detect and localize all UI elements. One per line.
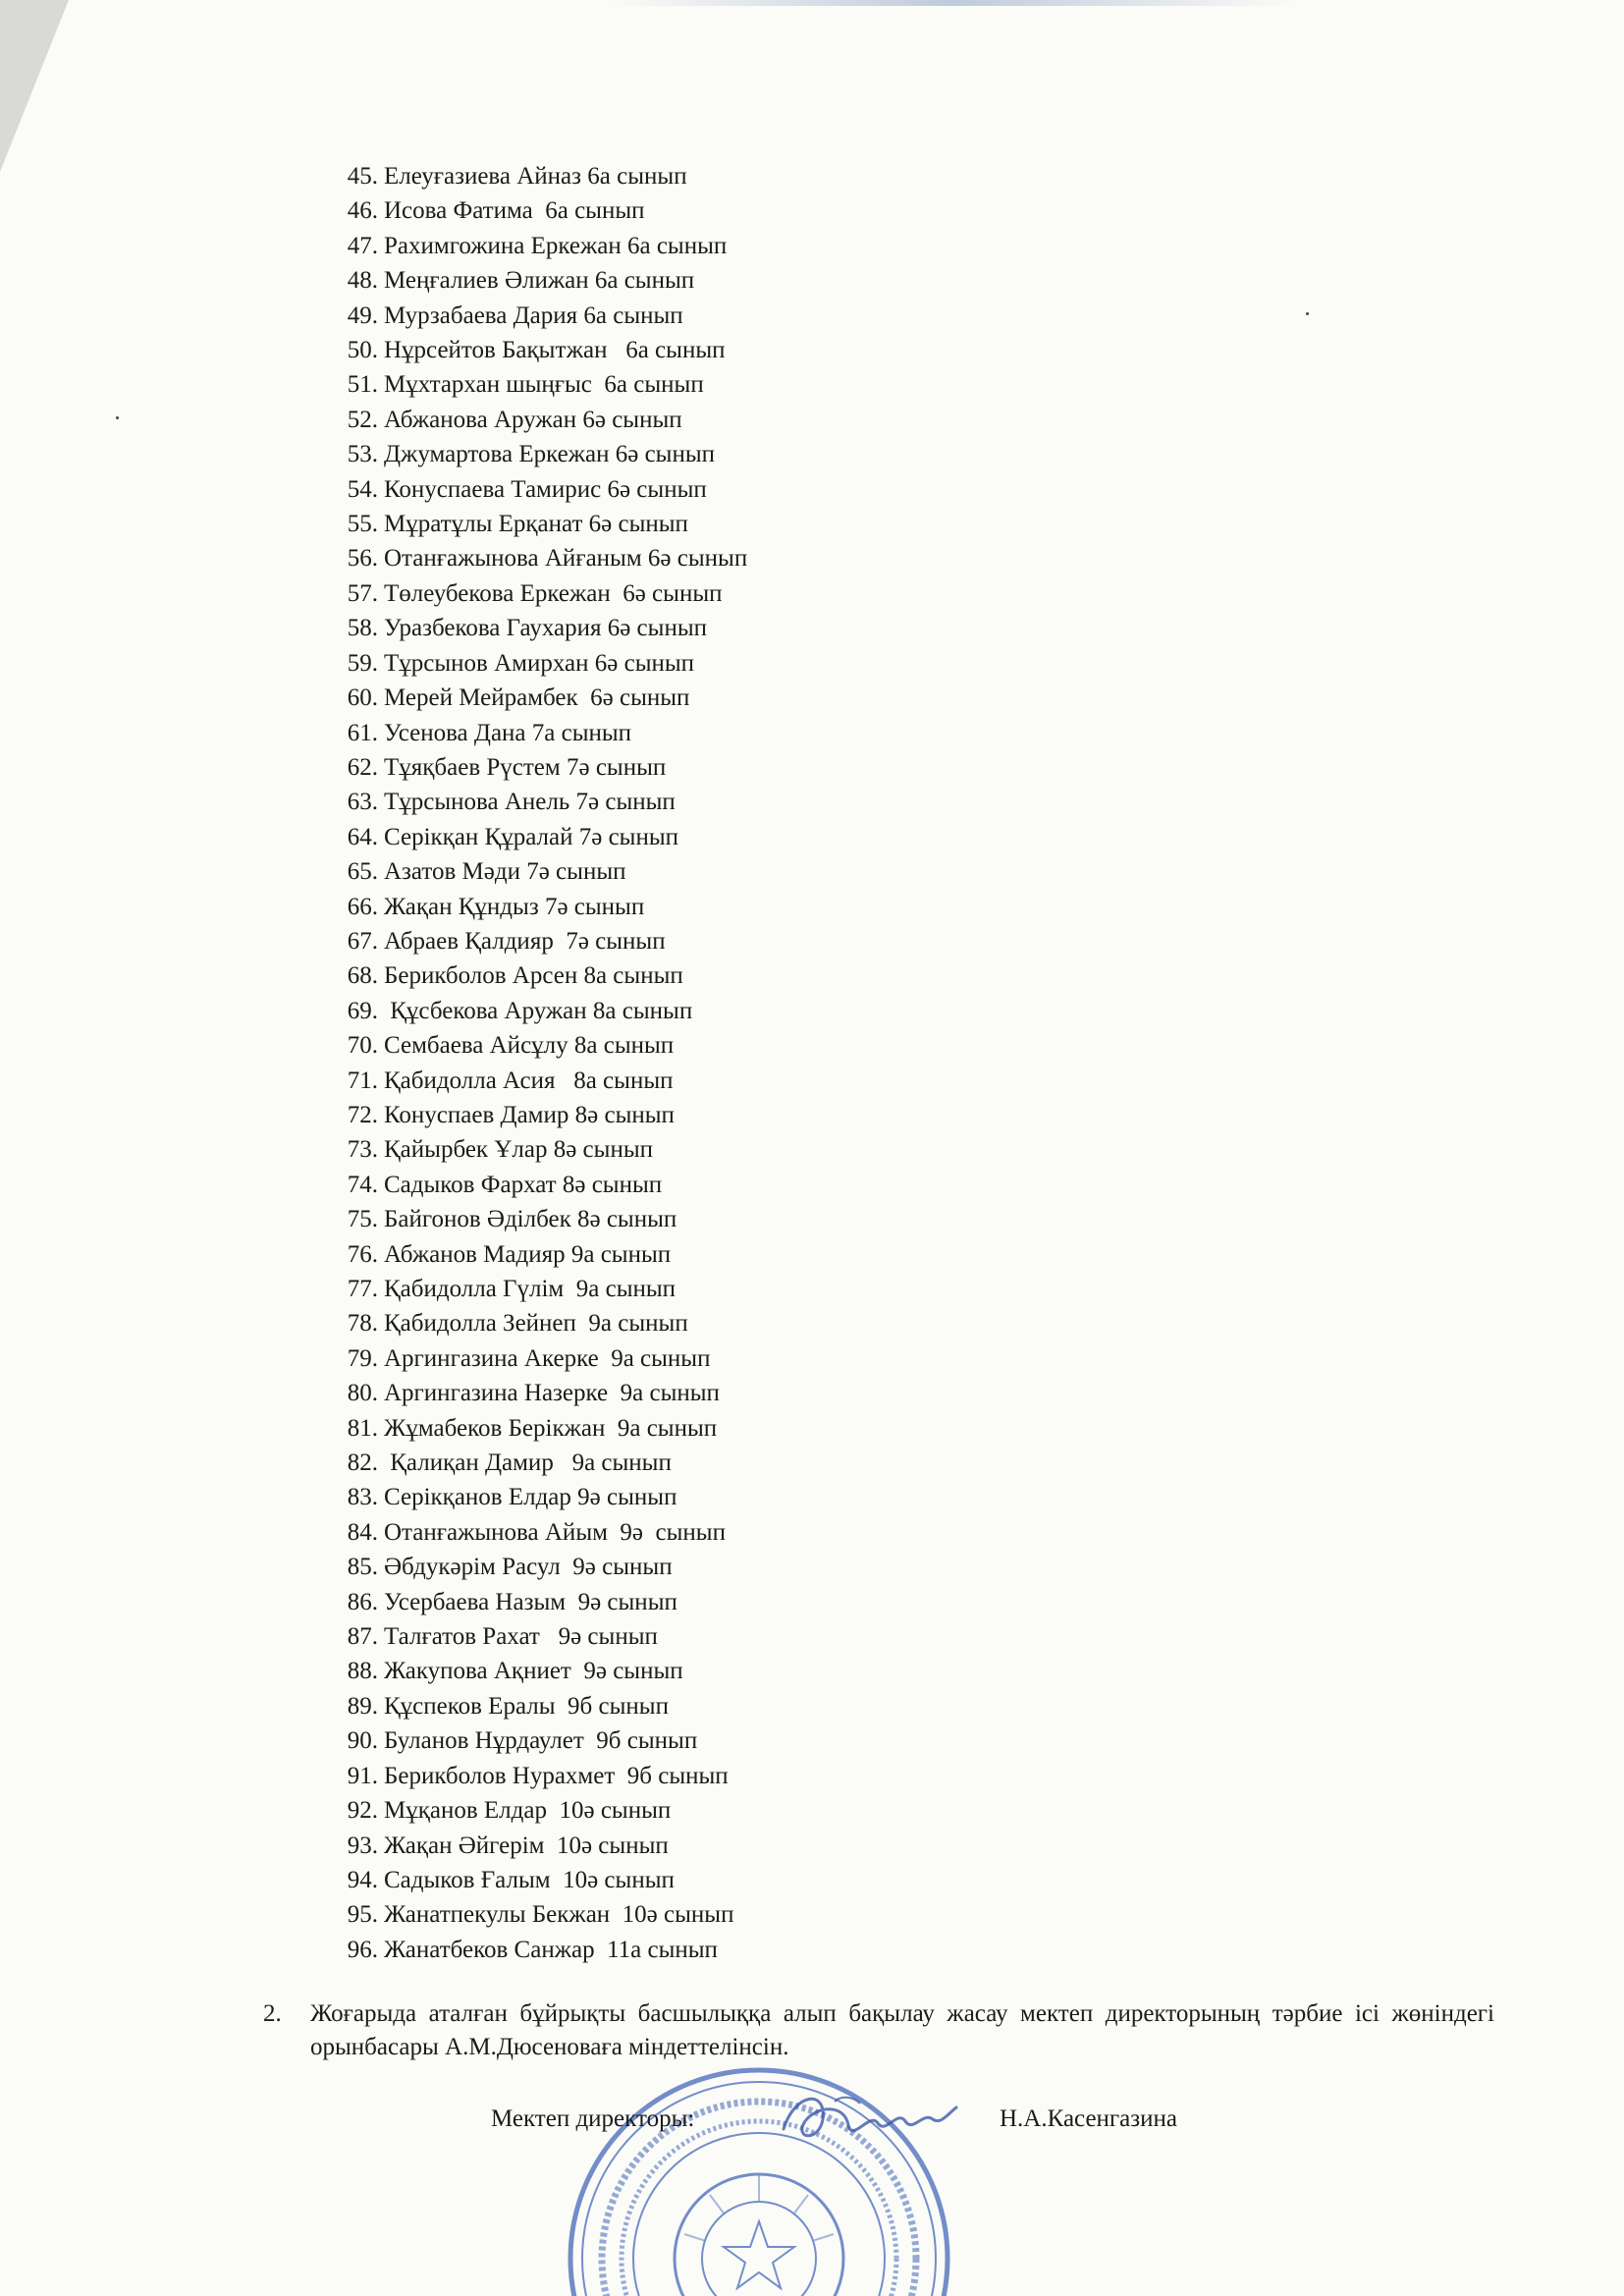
list-item-text: Тұрсынов Амирхан 6ә сынып (384, 649, 695, 677)
list-item (280, 541, 747, 575)
list-item (280, 367, 747, 402)
list-item-number: 94. (347, 1866, 378, 1893)
list-item (280, 611, 747, 645)
list-item-text: Нұрсейтов Бақытжан 6а сынып (384, 337, 726, 364)
list-item (280, 1202, 747, 1236)
list-item (280, 1723, 747, 1758)
list-item (280, 193, 747, 228)
list-item-number: 77. (347, 1276, 378, 1302)
list-item (280, 1376, 747, 1410)
list-item-number: 46. (347, 197, 378, 225)
list-item (280, 1863, 747, 1897)
list-item-number: 73. (347, 1136, 378, 1164)
list-item-number: 84. (347, 1518, 378, 1546)
list-item (280, 924, 747, 958)
list-item-text: Джумартова Еркежан 6ә сынып (384, 441, 716, 468)
list-item (280, 1446, 747, 1480)
signature-name: Н.А.Касенгазина (1000, 2105, 1178, 2132)
list-item-number: 93. (347, 1831, 378, 1859)
list-item-number: 45. (347, 163, 378, 190)
list-item (280, 1933, 747, 1967)
list-item-text: Әбдукәрім Расул 9ә сынып (384, 1554, 673, 1581)
list-item-number: 65. (347, 858, 378, 886)
list-item-text: Төлеубекова Еркежан 6ә сынып (384, 579, 723, 607)
list-item-text: Рахимгожина Еркежан 6а сынып (384, 232, 728, 259)
list-item-text: Меңғалиев Әлижан 6а сынып (384, 267, 695, 295)
list-item-text: Мурзабаева Дария 6а сынып (384, 301, 683, 329)
list-item-number: 85. (347, 1554, 378, 1581)
list-item-number: 86. (347, 1588, 378, 1615)
paragraph-number: 2. (263, 2000, 282, 2027)
list-item-number: 81. (347, 1414, 378, 1442)
list-item-number: 70. (347, 1032, 378, 1060)
scan-speck (116, 416, 119, 419)
list-item-number: 96. (347, 1936, 378, 1963)
list-item (280, 1550, 747, 1584)
student-list (280, 159, 747, 1967)
list-item (280, 958, 747, 993)
list-item-text: Талғатов Рахат 9ә сынып (384, 1623, 658, 1651)
list-item-text: Мұратұлы Ерқанат 6ә сынып (384, 511, 688, 538)
list-item-number: 88. (347, 1658, 378, 1685)
list-item-number: 60. (347, 684, 378, 712)
list-item (280, 681, 747, 715)
list-item (280, 820, 747, 854)
list-item-number: 72. (347, 1101, 378, 1128)
list-item-number: 78. (347, 1310, 378, 1338)
list-item (280, 1619, 747, 1654)
list-item-number: 69. (347, 997, 378, 1024)
list-item (280, 1759, 747, 1793)
list-item-text: Қайырбек Ұлар 8ә сынып (384, 1136, 653, 1164)
list-item-text: Мерей Мейрамбек 6ә сынып (384, 684, 690, 712)
scan-fold-corner (0, 0, 69, 172)
list-item-text: Абжанов Мадияр 9а сынып (384, 1240, 672, 1268)
list-item-number: 58. (347, 615, 378, 642)
list-item-text: Жанатпекулы Бекжан 10ә сынып (384, 1901, 734, 1929)
list-item-text: Тұяқбаев Рүстем 7ә сынып (384, 753, 667, 781)
list-item (280, 890, 747, 924)
list-item-text: Қалиқан Дамир 9а сынып (384, 1449, 672, 1477)
list-item (280, 1306, 747, 1340)
list-item (280, 1411, 747, 1446)
list-item-text: Азатов Мәди 7ә сынып (384, 858, 626, 886)
list-item-number: 91. (347, 1762, 378, 1789)
list-item (280, 1654, 747, 1688)
list-item-number: 92. (347, 1797, 378, 1825)
list-item (280, 646, 747, 681)
list-item-number: 63. (347, 789, 378, 816)
paragraph-text: Жоғарыда аталған бұйрықты басшылыққа алып бақылау жасау мектеп директорының тәрбие ісі жөніндегі орынбасары А.М.Дюсеноваға міндеттелінсін. (310, 2000, 1494, 2060)
list-item (280, 1897, 747, 1932)
list-item (280, 403, 747, 437)
list-item-text: Аргингазина Назерке 9а сынып (384, 1380, 720, 1407)
list-item-text: Жакупова Ақниет 9ә сынып (384, 1658, 683, 1685)
list-item-number: 64. (347, 823, 378, 850)
list-item-number: 71. (347, 1066, 378, 1094)
list-item-text: Елеуғазиева Айназ 6а сынып (384, 163, 687, 190)
list-item (280, 263, 747, 298)
list-item (280, 333, 747, 367)
signature-title: Мектеп директоры: (491, 2105, 695, 2132)
list-item (280, 1272, 747, 1306)
list-item-number: 51. (347, 371, 378, 399)
list-item-text: Берикболов Нурахмет 9б сынып (384, 1762, 729, 1789)
list-item-text: Садыков Ғалым 10ә сынып (384, 1866, 675, 1893)
list-item-text: Қабидолла Зейнеп 9а сынып (384, 1310, 688, 1338)
list-item (280, 1168, 747, 1202)
list-item (280, 1341, 747, 1376)
list-item-number: 82. (347, 1449, 378, 1477)
list-item (280, 437, 747, 471)
list-item-number: 76. (347, 1240, 378, 1268)
list-item-text: Серікқанов Елдар 9ә сынып (384, 1484, 677, 1511)
list-item-text: Құспеков Ералы 9б сынып (384, 1692, 669, 1720)
list-item-text: Сембаева Айсұлу 8а сынып (384, 1032, 675, 1060)
list-item-text: Байгонов Әділбек 8ә сынып (384, 1206, 677, 1233)
list-item-text: Садыков Фархат 8ә сынып (384, 1171, 663, 1198)
list-item (280, 716, 747, 750)
list-item-number: 59. (347, 649, 378, 677)
list-item-text: Жақан Құндыз 7ә сынып (384, 893, 645, 920)
list-item-number: 89. (347, 1692, 378, 1720)
list-item-number: 74. (347, 1171, 378, 1198)
list-item-number: 79. (347, 1344, 378, 1372)
list-item-number: 62. (347, 753, 378, 781)
list-item (280, 785, 747, 819)
list-item-number: 61. (347, 719, 378, 746)
list-item-text: Жақан Әйгерім 10ә сынып (384, 1831, 669, 1859)
list-item-text: Серікқан Құралай 7ә сынып (384, 823, 679, 850)
list-item (280, 472, 747, 507)
list-item-text: Жұмабеков Берікжан 9а сынып (384, 1414, 718, 1442)
list-item-text: Жанатбеков Санжар 11а сынып (384, 1936, 718, 1963)
list-item-text: Абраев Қалдияр 7ә сынып (384, 927, 666, 955)
list-item (280, 1237, 747, 1272)
list-item (280, 1028, 747, 1063)
list-item-text: Буланов Нұрдаулет 9б сынып (384, 1727, 698, 1755)
list-item (280, 1098, 747, 1132)
list-item-number: 83. (347, 1484, 378, 1511)
list-item-text: Отанғажынова Айғаным 6ә сынып (384, 545, 748, 573)
list-item (280, 507, 747, 541)
list-item (280, 576, 747, 611)
list-item (280, 299, 747, 333)
list-item-text: Берикболов Арсен 8а сынып (384, 962, 683, 990)
list-item-text: Аргингазина Акерке 9а сынып (384, 1344, 711, 1372)
list-item-number: 75. (347, 1206, 378, 1233)
list-item-text: Мұхтархан шыңғыс 6а сынып (384, 371, 704, 399)
list-item-number: 49. (347, 301, 378, 329)
list-item-text: Мұқанов Елдар 10ә сынып (384, 1797, 672, 1825)
scan-speck (1306, 312, 1309, 315)
list-item-number: 90. (347, 1727, 378, 1755)
list-item (280, 1793, 747, 1828)
list-item (280, 1132, 747, 1167)
list-item-text: Усенова Дана 7а сынып (384, 719, 632, 746)
list-item (280, 1689, 747, 1723)
list-item-text: Қабидолла Асия 8а сынып (384, 1066, 674, 1094)
list-item-text: Исова Фатима 6а сынып (384, 197, 645, 225)
list-item-text: Конуспаев Дамир 8ә сынып (384, 1101, 675, 1128)
list-item-text: Құсбекова Аружан 8а сынып (384, 997, 693, 1024)
list-item (280, 750, 747, 785)
list-item (280, 1829, 747, 1863)
scan-edge-artifact (609, 0, 1296, 6)
list-item-number: 66. (347, 893, 378, 920)
list-item-text: Уразбекова Гаухария 6ә сынып (384, 615, 708, 642)
list-item-text: Конуспаева Тамирис 6ә сынып (384, 475, 707, 503)
list-item (280, 1515, 747, 1550)
list-item (280, 159, 747, 193)
list-item-number: 87. (347, 1623, 378, 1651)
list-item-number: 47. (347, 232, 378, 259)
list-item-number: 95. (347, 1901, 378, 1929)
list-item-number: 56. (347, 545, 378, 573)
list-item-text: Усербаева Назым 9ә сынып (384, 1588, 677, 1615)
list-item-text: Тұрсынова Анель 7ә сынып (384, 789, 676, 816)
list-item (280, 1480, 747, 1514)
list-item (280, 229, 747, 263)
list-item-text: Абжанова Аружан 6ә сынып (384, 406, 682, 433)
list-item (280, 1064, 747, 1098)
list-item (280, 994, 747, 1028)
list-item-number: 67. (347, 927, 378, 955)
list-item-number: 50. (347, 337, 378, 364)
list-item-text: Қабидолла Гүлім 9а сынып (384, 1276, 677, 1302)
list-item-number: 53. (347, 441, 378, 468)
list-item-number: 55. (347, 511, 378, 538)
list-item-number: 48. (347, 267, 378, 295)
list-item-number: 80. (347, 1380, 378, 1407)
list-item (280, 854, 747, 889)
list-item (280, 1585, 747, 1619)
list-item-number: 57. (347, 579, 378, 607)
handwritten-signature-icon (776, 2082, 962, 2156)
list-item-number: 68. (347, 962, 378, 990)
list-item-number: 54. (347, 475, 378, 503)
list-item-text: Отанғажынова Айым 9ә сынып (384, 1518, 726, 1546)
list-item-number: 52. (347, 406, 378, 433)
